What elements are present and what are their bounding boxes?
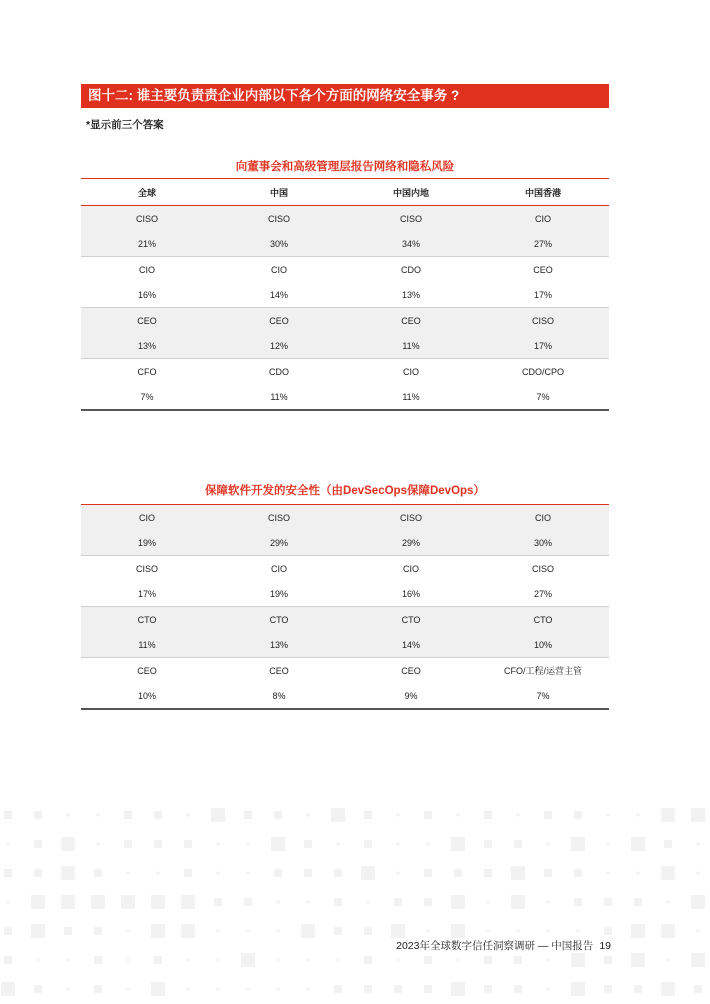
table-cell: CFO	[137, 366, 157, 377]
pattern-square	[334, 985, 342, 993]
pattern-square	[61, 895, 75, 909]
table-row	[81, 384, 609, 409]
pattern-square	[691, 953, 705, 967]
pattern-square	[187, 814, 190, 817]
table-title: 向董事会和高级管理层报告网络和隐私风险	[235, 161, 455, 173]
pattern-square	[334, 869, 342, 877]
pattern-square	[691, 808, 705, 822]
page-footer	[396, 938, 611, 953]
pattern-square	[394, 898, 402, 906]
table-cell: CTO	[137, 614, 157, 625]
pattern-square	[34, 811, 42, 819]
pattern-square	[394, 985, 402, 993]
table-cell: 21%	[137, 238, 156, 249]
pattern-square	[154, 840, 162, 848]
pattern-square	[181, 924, 195, 938]
table-cell: CIO	[138, 512, 155, 523]
pattern-square	[661, 924, 675, 938]
pattern-square	[334, 898, 342, 906]
pattern-square	[37, 959, 40, 962]
table-cell: CEO	[137, 315, 157, 326]
table-title: 保障软件开发的安全性（由DevSecOps保障DevOps）	[205, 485, 485, 497]
table-cell: CISO	[267, 213, 290, 224]
table-cell: 30%	[269, 238, 288, 249]
pattern-square	[127, 959, 130, 962]
pattern-square	[397, 959, 400, 962]
pattern-square	[154, 956, 162, 964]
table-cell: 8%	[272, 690, 286, 701]
pattern-square	[1, 982, 15, 996]
table-body	[81, 505, 609, 710]
pattern-square	[514, 956, 522, 964]
table-cell: CDO/CPO	[521, 366, 564, 377]
pattern-square	[694, 985, 702, 993]
pattern-square	[424, 869, 432, 877]
table-cell: 13%	[137, 340, 156, 351]
pattern-square	[631, 837, 645, 851]
pattern-square	[271, 837, 285, 851]
table-cell: 17%	[137, 588, 156, 599]
pattern-square	[61, 866, 75, 880]
pattern-square	[127, 930, 130, 933]
pattern-square	[634, 985, 642, 993]
table-cell: CTO	[401, 614, 421, 625]
table-cell: 27%	[533, 238, 552, 249]
pattern-square	[244, 898, 252, 906]
pattern-square	[217, 988, 220, 991]
pattern-square	[514, 985, 522, 993]
pattern-square	[121, 895, 135, 909]
header-hongkong: 中国香港	[524, 187, 561, 198]
pattern-square	[547, 959, 550, 962]
table-cell: 7%	[140, 391, 154, 402]
pattern-square	[304, 869, 312, 877]
pattern-square	[211, 808, 225, 822]
pattern-square	[574, 898, 582, 906]
pattern-square	[484, 840, 492, 848]
pattern-square	[604, 956, 612, 964]
table-body	[81, 206, 609, 411]
pattern-square	[7, 843, 10, 846]
pattern-square	[307, 901, 310, 904]
pattern-square	[247, 930, 250, 933]
pattern-square	[517, 814, 520, 817]
pattern-square	[67, 959, 70, 962]
pattern-square	[661, 866, 675, 880]
pattern-square	[484, 811, 492, 819]
pattern-square	[427, 930, 430, 933]
pattern-square	[397, 843, 400, 846]
pattern-square	[31, 895, 45, 909]
pattern-square	[571, 982, 585, 996]
pattern-square	[604, 898, 612, 906]
pattern-square	[451, 895, 465, 909]
table-cell: CEO	[269, 665, 289, 676]
table-cell: 34%	[401, 238, 420, 249]
table-cell: 11%	[402, 340, 420, 351]
pattern-square	[151, 895, 165, 909]
pattern-square	[151, 924, 165, 938]
pattern-square	[64, 927, 72, 935]
pattern-square	[484, 956, 492, 964]
table-cell: CISO	[135, 213, 158, 224]
table-cell: CISO	[399, 512, 422, 523]
pattern-square	[451, 982, 465, 996]
table-cell: CTO	[533, 614, 553, 625]
pattern-square	[361, 866, 375, 880]
pattern-square	[667, 959, 670, 962]
pattern-square	[34, 869, 42, 877]
table-row	[81, 359, 609, 384]
table-cell: CISO	[267, 512, 290, 523]
pattern-square	[427, 843, 430, 846]
pattern-square	[67, 814, 70, 817]
pattern-square	[607, 814, 610, 817]
pattern-square	[181, 895, 195, 909]
pattern-square	[94, 869, 102, 877]
table-report-to-board	[81, 158, 609, 411]
pattern-square	[187, 988, 190, 991]
table-cell: 30%	[533, 537, 552, 548]
pattern-square	[457, 959, 460, 962]
figure-note: *显示前三个答案	[86, 119, 164, 131]
pattern-square	[61, 837, 75, 851]
table-row	[81, 607, 609, 632]
table-cell: CIO	[138, 264, 155, 275]
table-cell: 17%	[533, 289, 552, 300]
table-row	[81, 530, 609, 555]
pattern-square	[547, 930, 550, 933]
pattern-square	[277, 901, 280, 904]
pattern-square	[247, 872, 250, 875]
table-cell: 7%	[536, 690, 550, 701]
table-row	[81, 308, 609, 333]
pattern-square	[7, 901, 10, 904]
table-row	[81, 231, 609, 256]
table-cell: CEO	[137, 665, 157, 676]
table-row	[81, 333, 609, 358]
pattern-square	[4, 927, 12, 935]
table-cell: CEO	[533, 264, 553, 275]
page-number: 19	[599, 940, 611, 952]
table-cell: 16%	[137, 289, 156, 300]
pattern-square	[487, 901, 490, 904]
pattern-square	[424, 985, 432, 993]
pattern-square	[97, 843, 100, 846]
pattern-square	[457, 814, 460, 817]
pattern-square	[397, 814, 400, 817]
pattern-square	[4, 956, 12, 964]
pattern-square	[367, 901, 370, 904]
pattern-square	[424, 956, 432, 964]
table-cell: 16%	[401, 588, 420, 599]
pattern-square	[574, 811, 582, 819]
pattern-square	[334, 927, 342, 935]
figure-title: 图十二: 谁主要负责责企业内部以下各个方面的网络安全事务 ?	[81, 84, 609, 108]
table-cell: 27%	[533, 588, 552, 599]
pattern-square	[637, 814, 640, 817]
pattern-square	[304, 840, 312, 848]
footer-report-title: 2023年全球数字信任洞察调研 — 中国报告	[396, 940, 594, 952]
table-cell: 11%	[138, 639, 156, 650]
pattern-square	[277, 988, 280, 991]
pattern-square	[577, 930, 580, 933]
table-cell: 7%	[536, 391, 550, 402]
table-row	[81, 206, 609, 231]
pattern-square	[241, 953, 255, 967]
table-cell: CISO	[399, 213, 422, 224]
pattern-square	[337, 959, 340, 962]
pattern-square	[94, 985, 102, 993]
pattern-square	[67, 988, 70, 991]
pattern-square	[217, 930, 220, 933]
pattern-square	[571, 953, 585, 967]
pattern-square	[364, 811, 372, 819]
pattern-square	[571, 837, 585, 851]
pattern-square	[274, 869, 282, 877]
table-cell: CIO	[534, 213, 551, 224]
header-china: 中国	[269, 187, 288, 198]
pattern-square	[217, 843, 220, 846]
pattern-square	[631, 924, 645, 938]
pattern-square	[157, 872, 160, 875]
pattern-square	[667, 901, 670, 904]
pattern-square	[664, 840, 672, 848]
pattern-square	[151, 982, 165, 996]
table-cell: CFO/工程/运营主管	[504, 666, 582, 676]
table-cell: 29%	[269, 537, 288, 548]
table-cell: CIO	[402, 366, 419, 377]
pattern-square	[511, 866, 525, 880]
pattern-square	[34, 840, 42, 848]
pattern-square	[691, 895, 705, 909]
pattern-square	[607, 872, 610, 875]
pattern-square	[454, 869, 462, 877]
table-row	[81, 556, 609, 581]
table-cell: 29%	[401, 537, 420, 548]
pattern-square	[451, 924, 465, 938]
pattern-square	[247, 843, 250, 846]
pattern-square	[364, 956, 372, 964]
pattern-square	[4, 869, 12, 877]
pattern-square	[124, 811, 132, 819]
pattern-square	[31, 924, 45, 938]
pattern-square	[94, 927, 102, 935]
pattern-square	[124, 840, 132, 848]
pattern-square	[4, 811, 12, 819]
table-row	[81, 257, 609, 282]
pattern-square	[337, 843, 340, 846]
pattern-square	[484, 869, 492, 877]
pattern-square	[274, 811, 282, 819]
table-row	[81, 632, 609, 657]
pattern-square	[547, 843, 550, 846]
pattern-square	[697, 872, 700, 875]
header-global: 全球	[137, 187, 156, 198]
table-row	[81, 282, 609, 307]
pattern-square	[34, 985, 42, 993]
table-cell: CEO	[269, 315, 289, 326]
table-cell: 14%	[269, 289, 288, 300]
pattern-square	[574, 869, 582, 877]
pattern-square	[661, 982, 675, 996]
table-cell: CTO	[269, 614, 289, 625]
pattern-square	[487, 930, 490, 933]
pattern-square	[301, 924, 315, 938]
pattern-square	[217, 959, 220, 962]
pattern-square	[637, 872, 640, 875]
table-cell: 11%	[270, 391, 288, 402]
pattern-square	[97, 814, 100, 817]
pattern-square	[517, 930, 520, 933]
header-mainland: 中国内地	[392, 187, 429, 198]
pattern-square	[364, 840, 372, 848]
table-cell: 10%	[533, 639, 552, 650]
pattern-square	[94, 956, 102, 964]
pattern-square	[547, 988, 550, 991]
pattern-square	[214, 898, 222, 906]
pattern-square	[511, 895, 525, 909]
table-cell: CEO	[401, 665, 421, 676]
pattern-square	[331, 808, 345, 822]
table-row	[81, 658, 609, 683]
pattern-square	[514, 840, 522, 848]
table-cell: 9%	[404, 690, 418, 701]
table-cell: 19%	[137, 537, 156, 548]
pattern-square	[91, 895, 105, 909]
pattern-square	[631, 953, 645, 967]
table-cell: 14%	[401, 639, 420, 650]
table-cell: CIO	[270, 563, 287, 574]
pattern-square	[607, 843, 610, 846]
table-cell: CIO	[534, 512, 551, 523]
table-cell: CISO	[531, 563, 554, 574]
table-cell: 11%	[402, 391, 420, 402]
table-cell: 10%	[137, 690, 156, 701]
pattern-square	[307, 814, 310, 817]
pattern-square	[661, 808, 675, 822]
pattern-square	[604, 927, 612, 935]
table-bottom-rule	[81, 409, 609, 411]
table-cell: CDO	[269, 366, 289, 377]
pattern-square	[547, 901, 550, 904]
pattern-square	[544, 811, 552, 819]
pattern-square	[307, 988, 310, 991]
table-row	[81, 581, 609, 606]
table-cell: CIO	[402, 563, 419, 574]
pattern-square	[184, 869, 192, 877]
table-header-row	[81, 179, 609, 205]
table-cell: 19%	[269, 588, 288, 599]
pattern-square	[451, 837, 465, 851]
pattern-square	[634, 898, 642, 906]
pattern-square	[397, 872, 400, 875]
table-cell: 13%	[401, 289, 420, 300]
pattern-square	[127, 872, 130, 875]
pattern-square	[364, 985, 372, 993]
table-row	[81, 683, 609, 708]
pattern-square	[127, 988, 130, 991]
table-cell: 12%	[269, 340, 288, 351]
pattern-square	[391, 924, 405, 938]
table-cell: CEO	[401, 315, 421, 326]
pattern-square	[187, 959, 190, 962]
pattern-square	[307, 959, 310, 962]
pattern-square	[697, 843, 700, 846]
pattern-square	[424, 811, 432, 819]
pattern-square	[277, 930, 280, 933]
table-cell: 13%	[269, 639, 288, 650]
pattern-square	[364, 927, 372, 935]
table-cell: CISO	[531, 315, 554, 326]
pattern-square	[697, 930, 700, 933]
table-devsecops	[81, 482, 609, 710]
table-row	[81, 505, 609, 530]
pattern-square	[484, 985, 492, 993]
pattern-square	[604, 985, 612, 993]
table-cell: CIO	[270, 264, 287, 275]
pattern-square	[247, 988, 250, 991]
table-cell: CDO	[401, 264, 421, 275]
pattern-square	[424, 898, 432, 906]
table-cell: 17%	[533, 340, 552, 351]
table-cell: CISO	[135, 563, 158, 574]
pattern-square	[154, 811, 162, 819]
pattern-square	[277, 959, 280, 962]
pattern-square	[244, 811, 252, 819]
pattern-square	[544, 869, 552, 877]
table-bottom-rule	[81, 708, 609, 710]
pattern-square	[217, 872, 220, 875]
decorative-square-pattern	[0, 805, 710, 1004]
pattern-square	[184, 840, 192, 848]
